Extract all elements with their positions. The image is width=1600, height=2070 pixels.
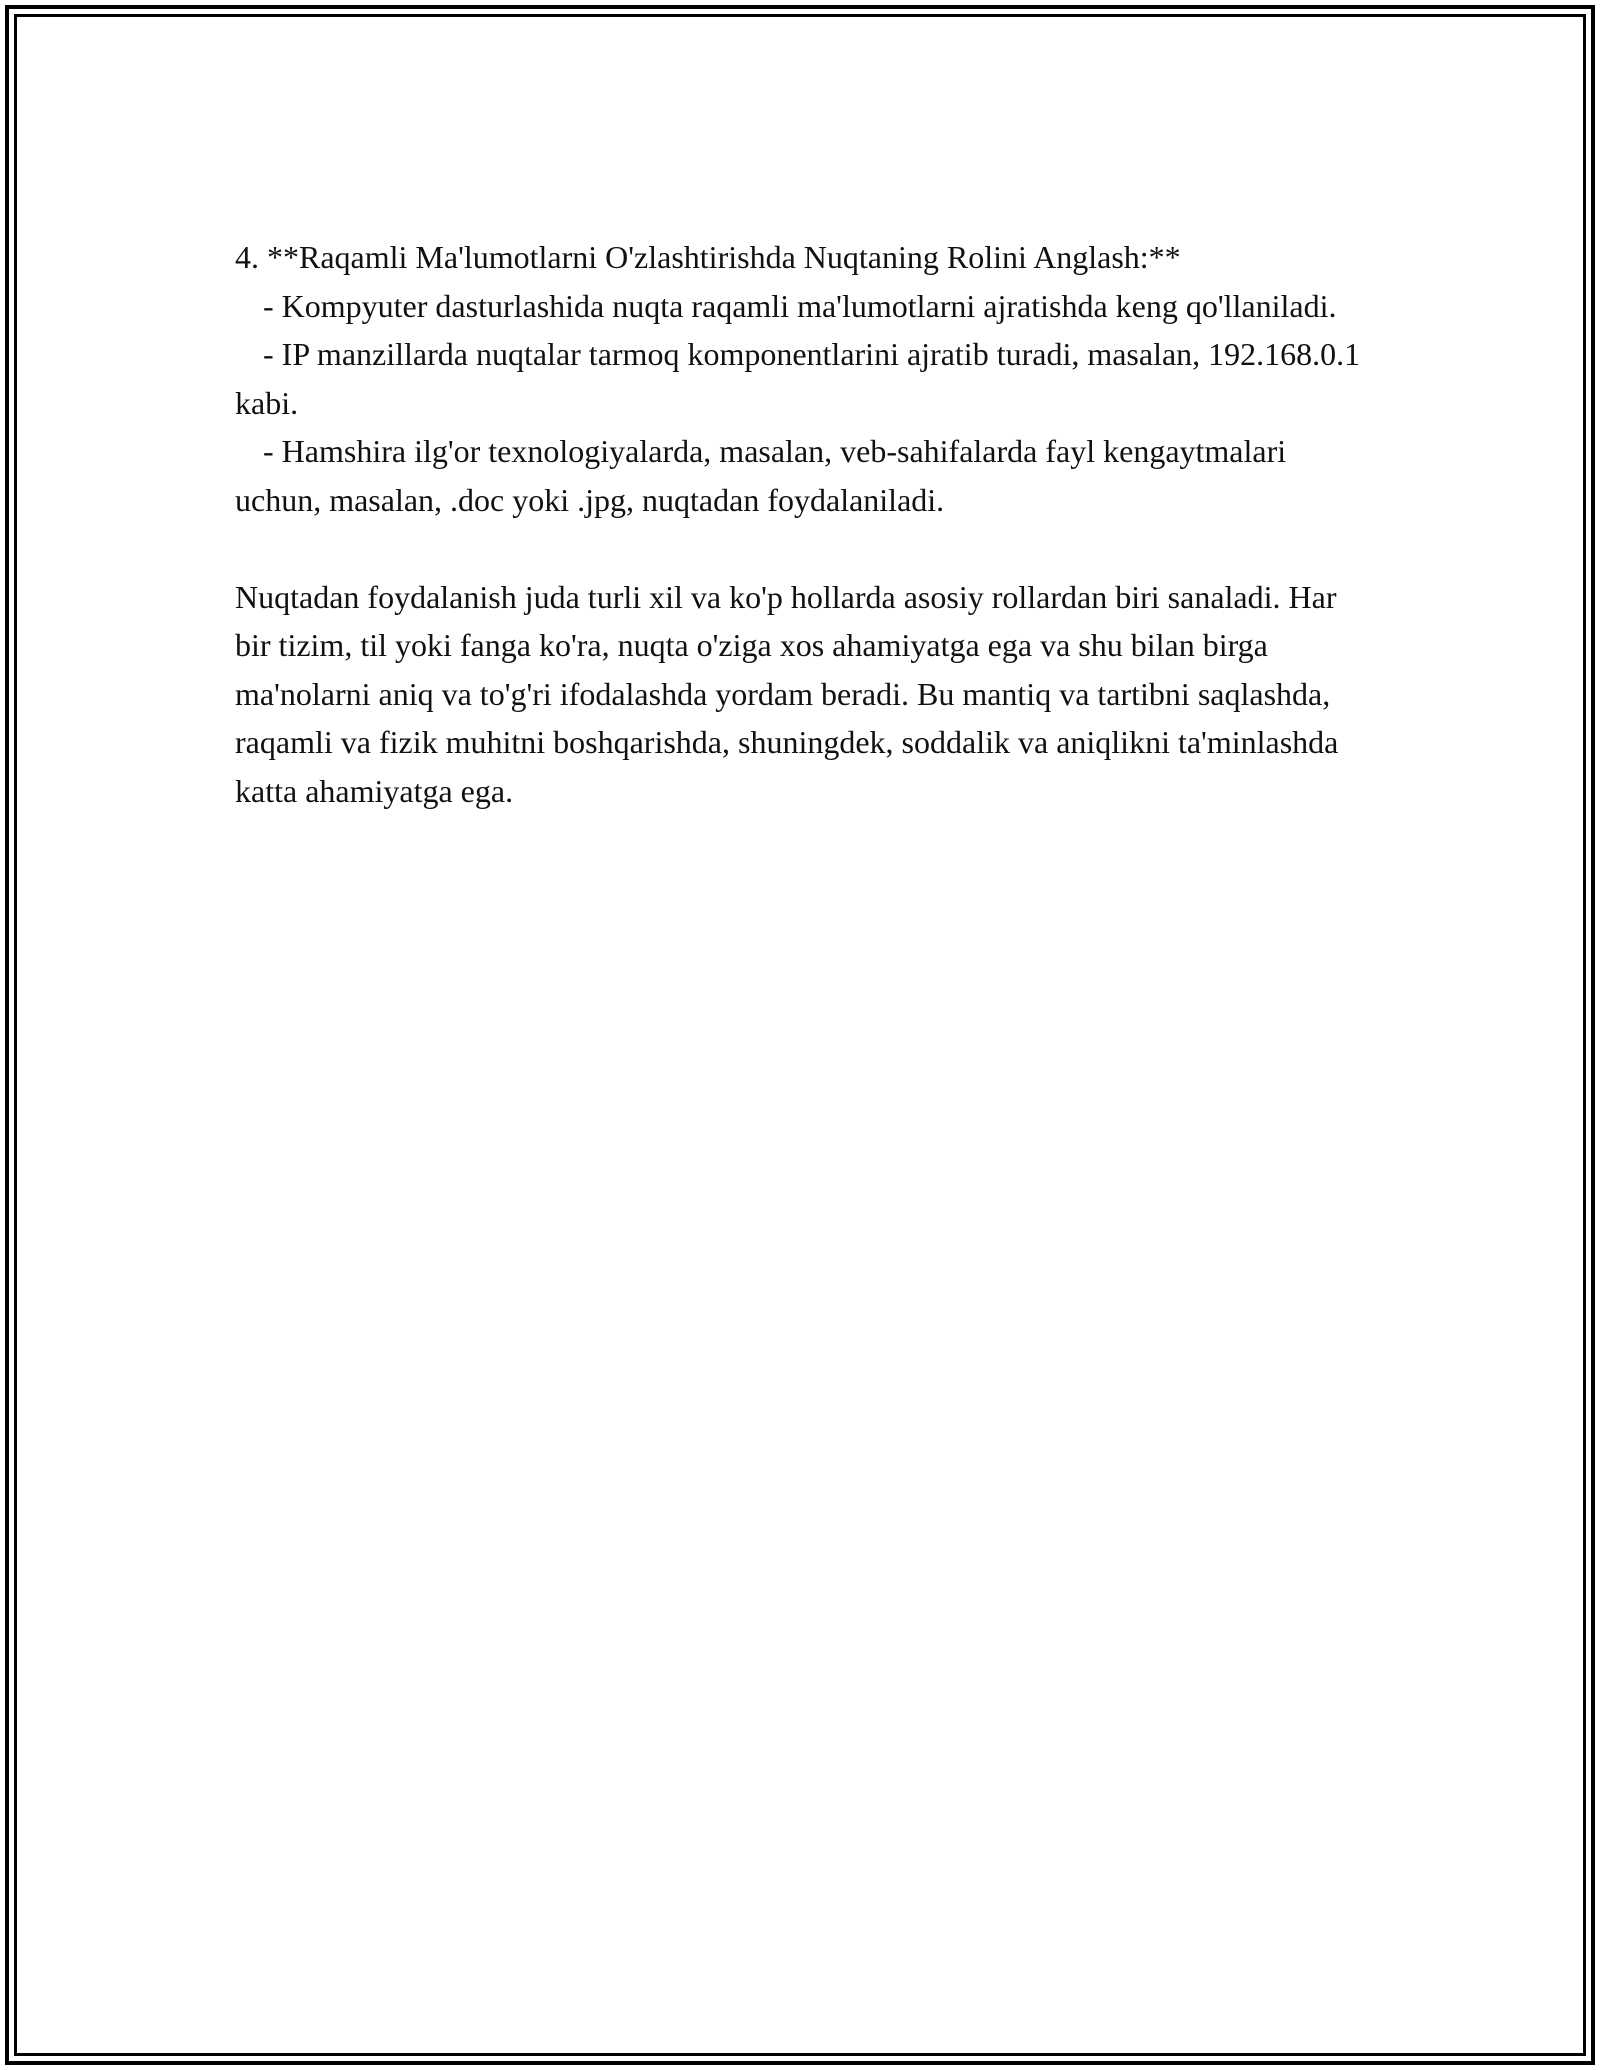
- paragraph-spacer: [235, 524, 1365, 573]
- body-paragraph: Nuqtadan foydalanish juda turli xil va ko'p hollarda asosiy rollardan biri sanaladi. Har bir tizim, til yoki fanga ko'ra, nuqta o'ziga xos ahamiyatga ega va shu bilan birga ma'nolarni aniq va to'g'ri ifodalashda yordam beradi. Bu mantiq va tartibni saqlashda, raqamli va fizik muhitni boshqarishda, shuningdek, soddalik va aniqlikni ta'minlashda katta ahamiyatga ega.: [235, 578, 1339, 809]
- bullet-item: - Hamshira ilg'or texnologiyalarda, masalan, veb-sahifalarda fayl kengaytmalari uchun, masalan, .doc yoki .jpg, nuqtadan foydalaniladi.: [235, 433, 1287, 518]
- bullet-item: - IP manzillarda nuqtalar tarmoq komponentlarini ajratib turadi, masalan, 192.168.0.1 kabi.: [235, 336, 1361, 421]
- section-heading: 4. **Raqamli Ma'lumotlarni O'zlashtirishda Nuqtaning Rolini Anglash:**: [235, 239, 1181, 275]
- bullet-item: - Kompyuter dasturlashida nuqta raqamli ma'lumotlarni ajratishda keng qo'llaniladi.: [263, 287, 1337, 324]
- document-body: [235, 233, 1365, 815]
